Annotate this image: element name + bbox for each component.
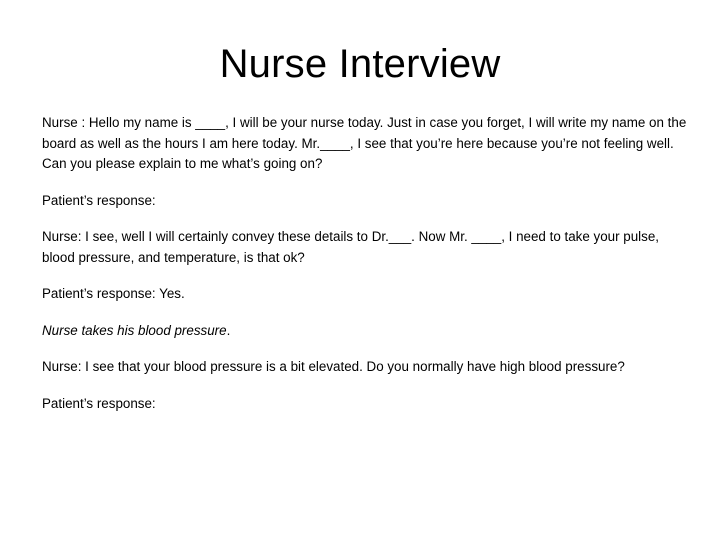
slide-body bbox=[42, 113, 688, 430]
slide-title: Nurse Interview bbox=[219, 42, 501, 86]
nurse-blood-pressure-paragraph: Nurse: I see that your blood pressure is a bit elevated. Do you normally have high blood pressure? bbox=[42, 359, 625, 374]
nurse-greeting-paragraph: Nurse : Hello my name is ____, I will be your nurse today. Just in case you forget, I will write my name on the board as well as the hours I am here today. Mr.____, I see that you’re here because you’re not feeling well. Can you please explain to me what’s going on? bbox=[42, 115, 687, 171]
patient-response-yes-paragraph: Patient’s response: Yes. bbox=[42, 286, 185, 301]
patient-response-final-paragraph: Patient’s response: bbox=[42, 395, 156, 411]
stage-direction-period: . bbox=[226, 322, 231, 338]
stage-direction-paragraph bbox=[42, 321, 688, 342]
nurse-vitals-paragraph: Nurse: I see, well I will certainly convey these details to Dr.___. Now Mr. ____, I need to take your pulse, blood pressure, and temperature, is that ok? bbox=[42, 229, 660, 265]
stage-direction-text: Nurse takes his blood pressure bbox=[42, 322, 227, 338]
patient-response-paragraph: Patient’s response: bbox=[42, 192, 156, 208]
